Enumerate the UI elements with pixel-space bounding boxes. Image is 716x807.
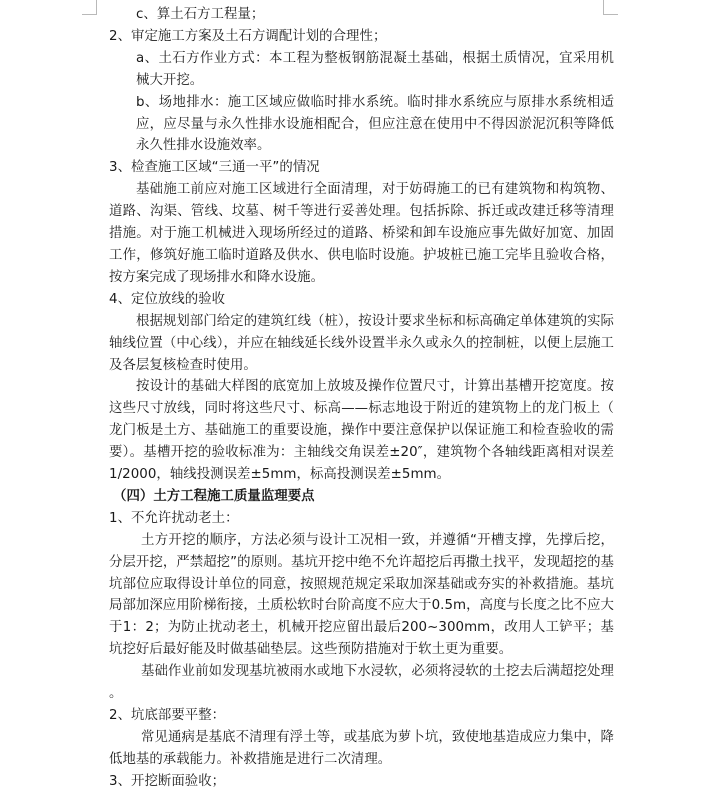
list-item-a: a、土石方作业方式：本工程为整板钢筋混凝土基础，根据土质情况，宜采用机械大开挖。 [136, 50, 614, 88]
document-body [109, 4, 614, 793]
subsection-heading-3: 3、开挖断面验收； [109, 773, 226, 789]
section-heading-4: 4、定位放线的验收 [109, 291, 226, 307]
body-paragraph: 常见通病是基底不清理有浮土等，或基底为萝卜坑，致使地基造成应力集中，降低地基的承载能力。补救措施是进行二次清理。 [109, 729, 614, 767]
page-corner-mark-left [82, 0, 97, 15]
chapter-heading: （四）土方工程施工质量监理要点 [113, 488, 315, 504]
subsection-heading-2: 2、坑底部要平整： [109, 708, 226, 723]
list-item-b: b、场地排水：施工区域应做临时排水系统。临时排水系统应与原排水系统相适应，应尽量与永久性排水设施相配合，但应注意在使用中不得因淤泥沉积等降低永久性排水设施效率。 [136, 94, 614, 154]
body-paragraph: 基础作业前如发现基坑被雨水或地下水浸软，必须将浸软的土挖去后满超挖处理。 [109, 664, 614, 702]
list-item-c: c、算土石方工程量； [136, 7, 265, 22]
subsection-heading-1: 1、不允许扰动老土： [109, 510, 239, 526]
body-paragraph: 基础施工前应对施工区域进行全面清理，对于妨碍施工的已有建筑物和构筑物、道路、沟渠、管线、坟墓、树千等进行妥善处理。包括拆除、拆迁或改建迁移等清理措施。对于施工机械进入现场所经过的道路、桥梁和卸车设施应事先做好加宽、加固工作，修筑好施工临时道路及供水、供电临时设施。护坡桩已施工完毕且验收合格，按方案完成了现场排水和降水设施。 [109, 182, 614, 285]
body-paragraph: 按设计的基础大样图的底宽加上放坡及操作位置尺寸，计算出基槽开挖宽度。按这些尺寸放线，同时将这些尺寸、标高——标志地设于附近的建筑物上的龙门板上（龙门板是土方、基础施工的重要设施，操作中要注意保护以保证施工和检查验收的需要）。基槽开挖的验收标准为：主轴线交角误差±20″，建筑物个各轴线距离相对误差1/2000，轴线投测误差±5mm，标高投测误差±5mm。 [109, 379, 614, 483]
section-heading-2: 2、审定施工方案及土石方调配计划的合理性； [109, 28, 387, 44]
section-heading-3: 3、检查施工区域“三通一平”的情况 [109, 160, 320, 176]
body-paragraph: 根据规划部门给定的建筑红线（桩），按设计要求坐标和标高确定单体建筑的实际轴线位置（中心线），并应在轴线延长线外设置半永久或永久的控制桩，以便上层施工及各层复核检查时使用。 [109, 313, 614, 373]
body-paragraph: 土方开挖的顺序，方法必须与设计工况相一致，并遵循“开槽支撑，先撑后挖，分层开挖，严禁超挖”的原则。基坑开挖中绝不允许超挖后再撒土找平，发现超挖的基坑部位应取得设计单位的同意，按照规范规定采取加深基础或夯实的补救措施。基坑局部加深应用阶梯衔接，土质松软时台阶高度不应大于0.5m，高度与长度之比不应大于1：2；为防止扰动老土，机械开挖应留出最后200~300mm，改用人工铲平；基坑挖好后最好能及时做基础垫层。这些预防措施对于软土更为重要。 [109, 532, 614, 658]
